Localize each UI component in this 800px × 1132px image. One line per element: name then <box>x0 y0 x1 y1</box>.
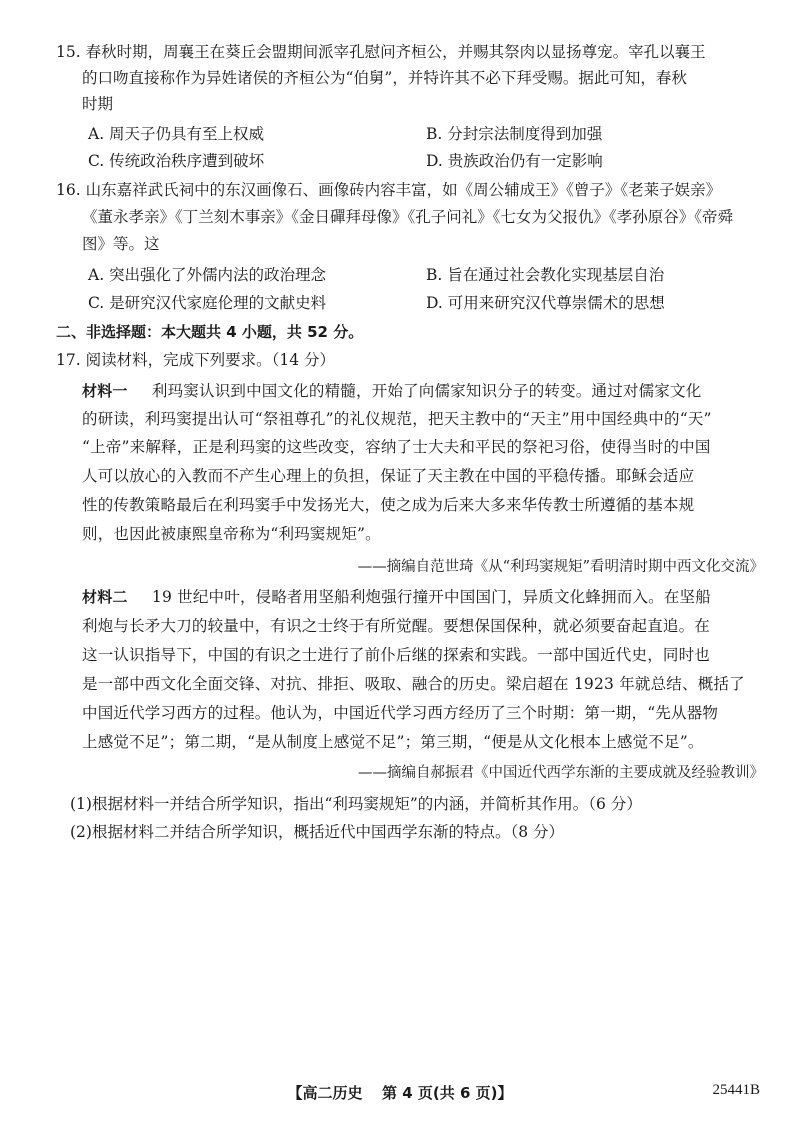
material-2-source: ——摘编自郝振君《中国近代西学东渐的主要成就及经验教训》 <box>358 765 764 781</box>
material-1-source: ——摘编自范世琦《从“利玛窦规矩”看明清时期中西文化交流》 <box>357 559 764 575</box>
q15-stem-line-3: 时期 <box>82 95 114 113</box>
q16-stem-line-2: 《董永孝亲》《丁兰刻木事亲》《金日磾拜母像》《孔子问礼》《七女为父报仇》《孝孙原谷》《帝舜 <box>82 208 734 226</box>
q15-stem-line-2: 的口吻直接称作为异姓诸侯的齐桓公为“伯舅”，并特许其不必下拜受赐。据此可知，春秋 <box>82 69 687 87</box>
q16-stem-line-1: 16. 山东嘉祥武氏祠中的东汉画像石、画像砖内容丰富，如《周公辅成王》《曾子》《老莱子娱亲》 <box>56 181 722 199</box>
material-2-line-2: 利炮与长矛大刀的较量中，有识之士终于有所觉醒。要想保国保种，就必须要奋起直追。在 <box>82 617 711 635</box>
page-footer <box>0 1082 800 1103</box>
material-1-line-5: 性的传教策略最后在利玛窦手中发扬光大，使之成为后来大多来华传教士所遵循的基本规 <box>82 496 695 514</box>
q17-stem: 17. 阅读材料，完成下列要求。（14 分） <box>56 351 335 369</box>
material-2-line-3: 这一认识指导下，中国的有识之士进行了前仆后继的探索和实践。一部中国近代史，同时也 <box>82 646 711 664</box>
footer-page-number: 第 4 页(共 6 页)】 <box>382 1084 513 1102</box>
footer-subject: 【高二历史 <box>287 1084 363 1102</box>
q15-option-d: D. 贵族政治仍有一定影响 <box>426 152 603 170</box>
q15-option-c: C. 传统政治秩序遭到破坏 <box>88 152 265 170</box>
q15-stem-line-1: 15. 春秋时期，周襄王在葵丘会盟期间派宰孔慰问齐桓公，并赐其祭肉以显扬尊宠。宰孔以襄王 <box>56 43 706 61</box>
q16-stem-line-3: 图》等。这 <box>82 235 160 253</box>
material-2-line-5: 中国近代学习西方的过程。他认为，中国近代学习西方经历了三个时期：第一期，“先从器物 <box>82 704 719 722</box>
material-1-line-3: “上帝”来解释，正是利玛窦的这些改变，容纳了士大夫和平民的祭祀习俗，使得当时的中国 <box>82 438 711 456</box>
paper-code: 25441B <box>712 1082 760 1098</box>
q17-sub-question-2: (2)根据材料二并结合所学知识，概括近代中国西学东渐的特点。（8 分） <box>70 823 564 841</box>
q15-option-b: B. 分封宗法制度得到加强 <box>426 125 603 143</box>
material-2-line-1 <box>82 585 711 609</box>
material-1-line-6: 则，也因此被康熙皇帝称为“利玛窦规矩”。 <box>82 525 381 543</box>
material-1-line-2: 的研读，利玛窦提出认可“祭祖尊孔”的礼仪规范，把天主教中的“天主”用中国经典中的“天” <box>82 410 712 428</box>
material-2-line-6: 上感觉不足”；第二期，“是从制度上感觉不足”；第三期，“便是从文化根本上感觉不足”。 <box>82 733 704 751</box>
material-1-label: 材料一 <box>82 382 128 400</box>
material-1-line-1 <box>82 379 701 403</box>
material-1-line-4: 人可以放心的入教而不产生心理上的负担，保证了天主教在中国的平稳传播。耶稣会适应 <box>82 467 695 485</box>
q16-option-a: A. 突出强化了外儒内法的政治理念 <box>88 266 327 284</box>
q16-option-d: D. 可用来研究汉代尊崇儒术的思想 <box>426 294 665 312</box>
q17-sub-question-1: (1)根据材料一并结合所学知识，指出“利玛窦规矩”的内涵，并简析其作用。（6 分） <box>70 795 642 813</box>
material-2-line-4: 是一部中西文化全面交锋、对抗、排拒、吸取、融合的历史。梁启超在 1923 年就总结、概括了 <box>82 675 745 693</box>
material-1-text: 利玛窦认识到中国文化的精髓，开始了向儒家知识分子的转变。通过对儒家文化 <box>151 382 702 400</box>
material-2-label: 材料二 <box>82 588 128 606</box>
q15-option-a: A. 周天子仍具有至上权威 <box>88 125 265 143</box>
q16-option-b: B. 旨在通过社会教化实现基层自治 <box>426 266 665 284</box>
section-2-heading: 二、非选择题：本大题共 4 小题，共 52 分。 <box>56 323 364 341</box>
q16-option-c: C. 是研究汉代家庭伦理的文献史料 <box>88 294 327 312</box>
material-2-text: 19 世纪中叶，侵略者用坚船利炮强行撞开中国国门，异质文化蜂拥而入。在坚船 <box>151 588 711 606</box>
